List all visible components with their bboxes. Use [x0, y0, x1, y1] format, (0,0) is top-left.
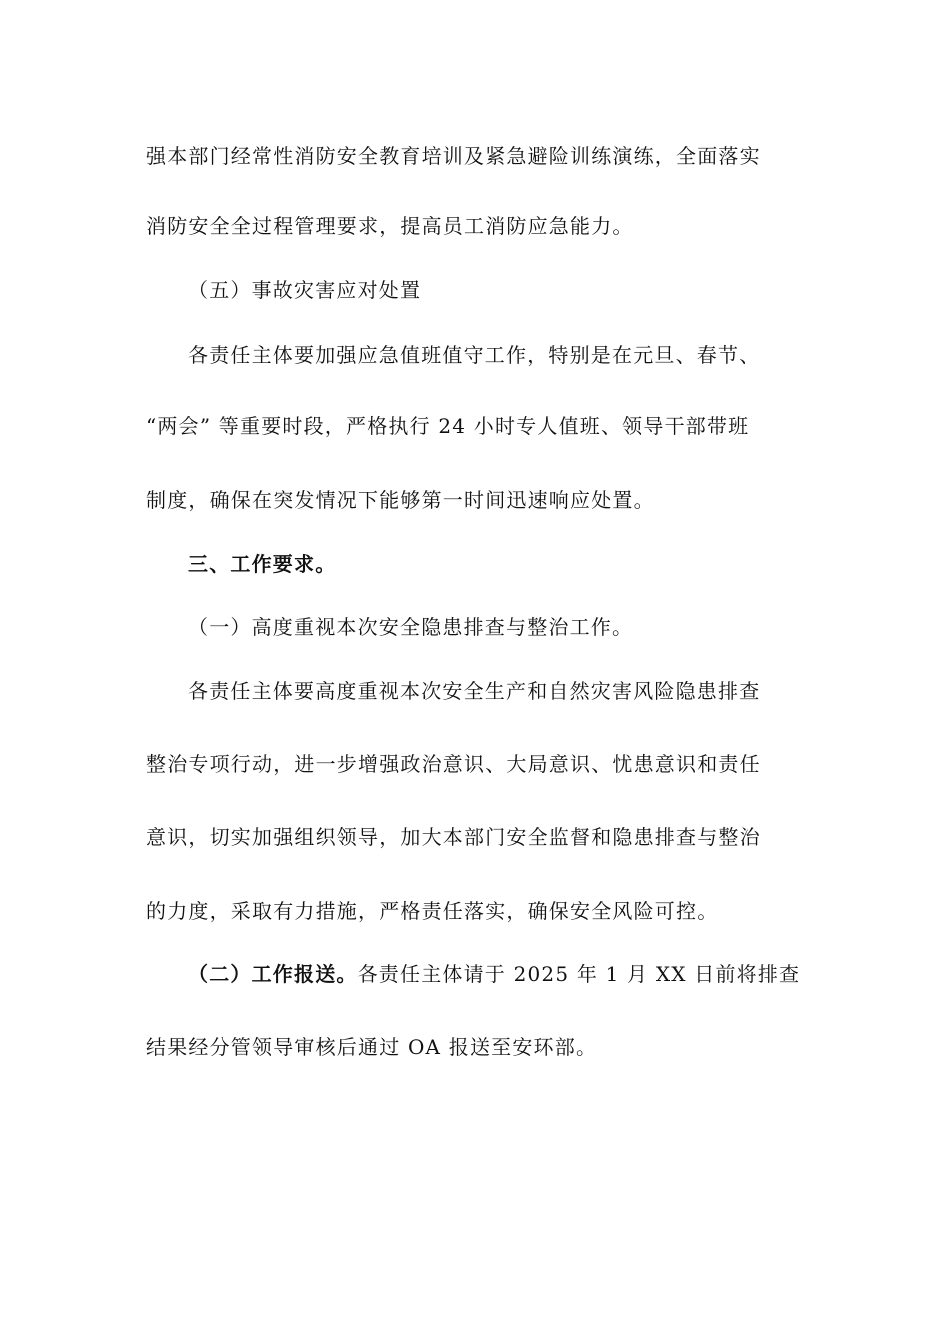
paragraph-line: 各责任主体要加强应急值班值守工作，特别是在元旦、春节、 [188, 343, 761, 367]
paragraph-line: 的力度，采取有力措施，严格责任落实，确保安全风险可控。 [146, 899, 719, 923]
paragraph-line: 强本部门经常性消防安全教育培训及紧急避险训练演练，全面落实 [146, 144, 761, 168]
paragraph-line: 各责任主体要高度重视本次安全生产和自然灾害风险隐患排查 [188, 679, 761, 703]
section-heading-work-requirements: 三、工作要求。 [188, 552, 337, 576]
paragraph-line: 消防安全全过程管理要求，提高员工消防应急能力。 [146, 214, 634, 238]
paragraph-line: 意识，切实加强组织领导，加大本部门安全监督和隐患排查与整治 [146, 825, 761, 849]
subsection-heading-attach-importance: （一）高度重视本次安全隐患排查与整治工作。 [188, 615, 634, 639]
report-text: 各责任主体请于 2025 年 1 月 XX 日前将排查 [357, 962, 801, 986]
paragraph-line: “两会” 等重要时段，严格执行 24 小时专人值班、领导干部带班 [146, 414, 750, 438]
subsection-heading-report: （二）工作报送。 [188, 962, 358, 986]
paragraph-line: 结果经分管领导审核后通过 OA 报送至安环部。 [146, 1035, 598, 1059]
section-heading-emergency-response: （五）事故灾害应对处置 [188, 278, 422, 302]
paragraph-line: 制度，确保在突发情况下能够第一时间迅速响应处置。 [146, 488, 655, 512]
paragraph-line: 整治专项行动，进一步增强政治意识、大局意识、忧患意识和责任 [146, 752, 761, 776]
paragraph-line-report [188, 960, 868, 988]
